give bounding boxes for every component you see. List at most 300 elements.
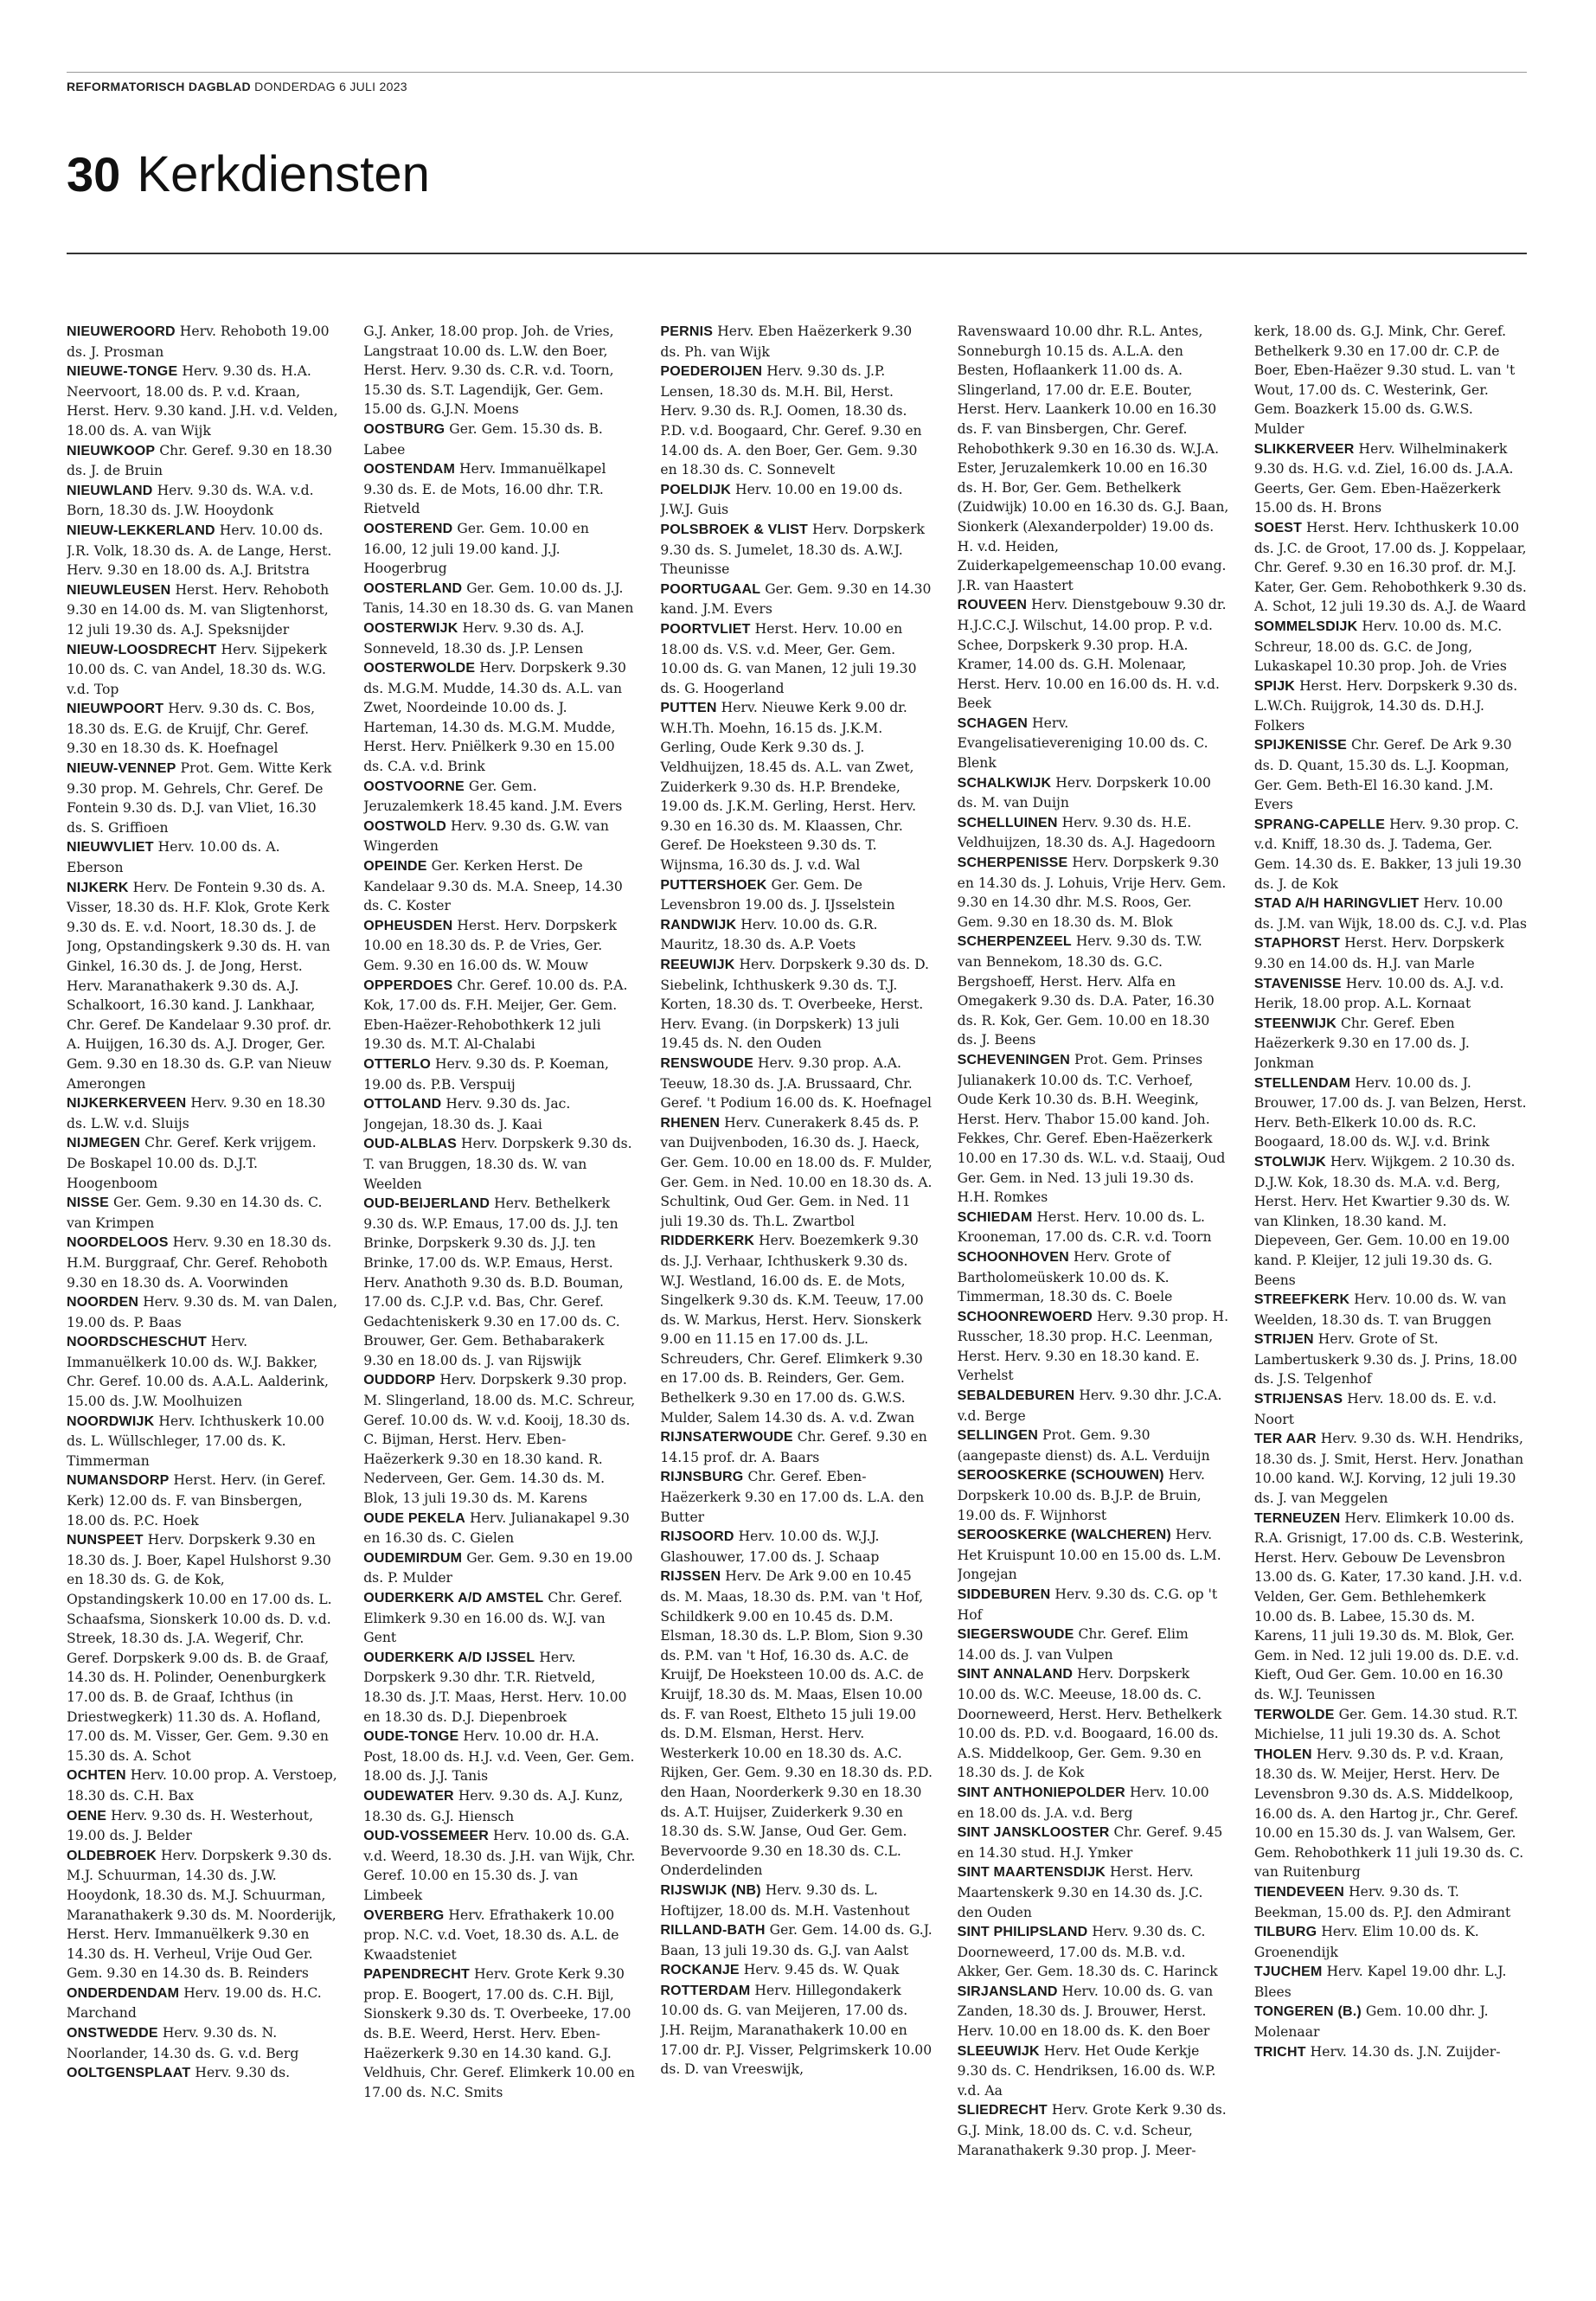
service-details: Chr. Geref. 10.00 ds. P.A. Kok, 17.00 ds. F.H. Meijer, Ger. Gem. Eben-Haëzer-Rehobothkerk 12 juli 19.30 ds. M.T. Al-Chalabi [363, 977, 628, 1053]
service-details: Herv. Dorpskerk 10.00 ds. W.C. Meeuse, 18.00 ds. C. Doorneweerd, Herst. Herv. Bethelkerk 10.00 ds. P.D. v.d. Boogaard, 16.00 ds. A.S. Middelkoop, Ger. Gem. 9.30 en 18.30 ds. J. de Kok [957, 1666, 1222, 1781]
service-details: Ger. Gem. 9.30 en 19.00 ds. P. Mulder [363, 1549, 633, 1586]
service-details: Herv. Immanuëlkapel 9.30 ds. E. de Mots, 16.00 dhr. T.R. Rietveld [363, 461, 606, 517]
service-details: Herv. 14.30 ds. J.N. Zuijder- [1310, 2043, 1501, 2060]
service-details: Herv. 9.30 ds. Jac. Jongejan, 18.30 ds. J. Kaai [363, 1096, 571, 1132]
service-details: Ger. Gem. 9.30 en 14.30 ds. C. van Krimpen [67, 1195, 323, 1231]
service-details: Herv. 9.30 ds. C. Doorneweerd, 17.00 ds. M.B. v.d. Akker, Ger. Gem. 18.30 ds. C. Harinck [957, 1924, 1218, 1980]
place-name: SCHERPENZEEL [957, 934, 1072, 950]
place-name: TIENDEVEEN [1253, 1884, 1345, 1900]
service-details: Herv. 9.30 ds. A.J. Sonneveld, 18.30 ds. J.P. Lensen [363, 619, 585, 657]
service-details: Ger. Gem. 15.30 ds. B. Labee [363, 420, 603, 458]
place-name: SCHAGEN [957, 715, 1029, 731]
service-details: Herst. Herv. Rehoboth 9.30 en 14.00 ds. M. van Sligtenhorst, 12 juli 19.30 ds. A.J. Speksnijder [67, 581, 330, 638]
column-3 [660, 322, 933, 2251]
church-service-entry [1254, 815, 1527, 894]
church-service-entry [958, 1426, 1230, 1465]
place-name: OOSTERWIJK [363, 620, 458, 636]
place-name: SEBALDEBUREN [957, 1388, 1075, 1404]
church-service-entry [958, 1585, 1230, 1625]
service-details: Herv. 9.30 prop. C. v.d. Kniff, 18.30 ds. J. Tadema, Ger. Gem. 14.30 ds. E. Bakker, 13 juli 19.30 ds. J. de Kok [1253, 816, 1522, 892]
church-service-entry [67, 1984, 339, 2023]
service-details: Chr. Geref. Elimkerk 9.30 en 16.00 ds. W.J. van Gent [363, 1590, 623, 1646]
place-name: POORTVLIET [660, 621, 751, 637]
place-name: TJUCHEM [1253, 1965, 1323, 1980]
place-name: NIEUWVLIET [67, 840, 154, 856]
church-service-entry [363, 519, 636, 579]
place-name: STELLENDAM [1253, 1075, 1351, 1091]
place-name: OPEINDE [363, 859, 427, 875]
place-name: OCHTEN [67, 1768, 126, 1784]
service-details: Herv. Dorpskerk 9.30 prop. M. Slingerland, 18.00 ds. M.C. Schreur, Geref. 10.00 ds. W. v.d. Kooij, 18.30 ds. C. Bijman, Herst. Herv. Eben-Haëzerkerk 9.30 en 18.30 kand. R. Nederveen, Ger. Gem. 14.30 ds. M. Blok, 13 juli 19.30 ds. M. Karens [363, 1372, 636, 1507]
place-name: STRIJEN [1253, 1332, 1314, 1348]
service-details: Herv. Dorpskerk 9.30 ds. M.G.M. Mudde, 14.30 ds. A.L. van Zwet, Noordeinde 10.00 ds. J. Harteman, 14.30 ds. M.G.M. Mudde, Herst. Herv. Pniëlkerk 9.30 en 15.00 ds. C.A. v.d. Brink [363, 660, 626, 775]
service-details: Herv. Dorpskerk 9.30 en 14.30 ds. J. Lohuis, Vrije Herv. Gem. 9.30 en 14.30 dhr. M.S. Roos, Ger. Gem. 9.30 en 18.30 ds. M. Blok [957, 855, 1227, 930]
service-details: Herv. 9.30 ds. H.E. Veldhuijzen, 18.30 ds. A.J. Hagedoorn [957, 814, 1215, 851]
service-details: Herv. Wijkgem. 2 10.30 ds. D.J.W. Kok, 18.30 ds. M.A. v.d. Berg, Herst. Herv. Het Kwartier 9.30 ds. W. van Klinken, 18.30 kand. M. Diepeveen, Ger. Gem. 10.00 en 19.00 kand. P. Kleijer, 12 juli 19.30 ds. G. Beens [1253, 1153, 1516, 1288]
church-service-entry [958, 2041, 1230, 2101]
service-details: Herv. De Fontein 9.30 ds. A. Visser, 18.30 ds. H.F. Klok, Grote Kerk 9.30 ds. E. v.d. Noort, 18.30 ds. J. de Jong, Opstandingskerk 9.30 ds. H. van Ginkel, 16.30 ds. J. de Jong, Herst. Herv. Maranathakerk 9.30 ds. A.J. Schalkoort, 16.30 kand. J. Lankhaar, Chr. Geref. De Kandelaar 9.30 prof. dr. A. Huijgen, 16.30 ds. A.J. Droger, Ger. Gem. 9.30 en 18.30 ds. G.P. van Nieuw Amerongen [67, 879, 332, 1092]
place-name: SIRJANSLAND [957, 1984, 1058, 1999]
church-service-entry [67, 2063, 339, 2084]
church-service-entry [660, 619, 933, 698]
service-details: Chr. Geref. 9.30 en 14.15 prof. dr. A. Baars [660, 1429, 927, 1465]
service-details: Herv. Sijpekerk 10.00 ds. C. van Andel, 18.30 ds. W.G. v.d. Top [67, 641, 327, 697]
place-name: SINT ANNALAND [957, 1667, 1074, 1682]
place-name: SCHERPENISSE [957, 856, 1068, 871]
place-name: OUDEMIRDUM [363, 1550, 463, 1566]
service-details: Chr. Geref. Kerk vrijgem. De Boskapel 10.00 ds. D.J.T. Hoogenboom [67, 1135, 317, 1191]
service-details: Herv. 10.00 ds. G. van Zanden, 18.30 ds. J. Brouwer, Herst. Herv. 10.00 en 18.00 ds. K. den Boer [957, 1983, 1214, 2040]
service-details: Herv. Dorpskerk 9.30 ds. S. Jumelet, 18.30 ds. A.W.J. Theunisse [660, 521, 926, 578]
service-details: Herv. 19.00 ds. H.C. Marchand [67, 1984, 322, 2022]
church-service-entry [958, 773, 1230, 813]
service-details: Prot. Gem. Witte Kerk 9.30 prop. M. Gehrels, Chr. Geref. De Fontein 9.30 ds. D.J. van Vliet, 16.30 ds. S. Griffioen [67, 760, 332, 836]
place-name: TERWOLDE [1253, 1707, 1335, 1722]
service-details: Herv. Grote Kerk 9.30 prop. E. Boogert, 17.00 ds. C.H. Bijl, Sionskerk 9.30 ds. T. Overbeeke, 17.00 ds. B.E. Weerd, Herst. Herv. Eben-Haëzerkerk 9.30 en 14.30 kand. G.J. Veldhuis, Chr. Geref. Elimkerk 10.00 en 17.00 ds. N.C. Smits [363, 1966, 635, 2100]
church-service-entry [660, 875, 933, 915]
place-name: NIEUW-LEKKERLAND [67, 522, 215, 538]
place-name: SINT PHILIPSLAND [957, 1925, 1088, 1940]
church-service-entry [660, 955, 933, 1054]
church-service-entry [363, 916, 636, 976]
place-name: SINT ANTHONIEPOLDER [957, 1785, 1125, 1800]
place-name: SINT JANSKLOOSTER [957, 1825, 1110, 1841]
church-service-entry [67, 1133, 339, 1193]
place-name: OOSTWOLD [363, 818, 447, 834]
masthead [67, 80, 407, 93]
church-service-entry [1254, 1014, 1527, 1074]
service-details: Herv. Dorpskerk 9.30 en 18.30 ds. J. Boer, Kapel Hulshorst 9.30 en 18.30 ds. G. de Kok, Opstandingskerk 10.00 en 17.00 ds. L. Schaafsma, Sionskerk 10.00 ds. D. v.d. Streek, 18.30 ds. J.A. Wegerif, Chr. Geref. Dorpskerk 9.00 ds. B. de Graaf, 14.30 ds. H. Polinder, Oenenburgkerk 17.00 ds. B. de Graaf, Ichthus (in Driestwegkerk) 11.30 ds. A. Hofland, 17.00 ds. M. Visser, Ger. Gem. 9.30 en 15.30 ds. A. Schot [67, 1532, 332, 1764]
service-details: Herv. 9.30 ds. C. Bos, 18.30 ds. E.G. de Kruijf, Chr. Geref. 9.30 en 18.30 ds. K. Hoefnagel [67, 701, 316, 757]
church-service-entry [660, 1231, 933, 1427]
church-service-entry [660, 322, 933, 362]
column-1 [67, 322, 339, 2251]
place-name: NIJKERK [67, 880, 129, 895]
church-service-entry [958, 1307, 1230, 1386]
place-name: TERNEUZEN [1253, 1510, 1341, 1526]
issue-date: DONDERDAG 6 JULI 2023 [254, 80, 407, 93]
church-service-entry [958, 1208, 1230, 1247]
place-name: OUDE-TONGE [363, 1729, 459, 1745]
service-details: Chr. Geref. De Ark 9.30 ds. D. Quant, 15.30 ds. L.J. Koopman, Ger. Gem. Beth-El 16.30 kand. J.M. Evers [1253, 737, 1512, 813]
place-name: STRIJENSAS [1253, 1392, 1343, 1407]
service-details: Herv. 9.30 prop. H. Russcher, 18.30 prop. H.C. Leenman, Herst. Herv. 9.30 en 18.30 kand. E. Verhelst [957, 1308, 1229, 1384]
church-service-entry [67, 1233, 339, 1292]
service-details: Herv. 10.00 ds. J.R. Volk, 18.30 ds. A. de Lange, Herst. Herv. 9.30 en 18.00 ds. A.J. Britstra [67, 522, 332, 579]
church-service-entry [363, 1826, 636, 1905]
place-name: RIJNSATERWOUDE [660, 1430, 793, 1445]
place-name: OUD-ALBLAS [363, 1137, 457, 1152]
place-name: SLIEDRECHT [957, 2103, 1048, 2118]
place-name: SIDDEBUREN [957, 1587, 1051, 1602]
place-name: ROUVEEN [957, 598, 1028, 613]
service-details: Herv. Elim 10.00 ds. K. Groenendijk [1253, 1924, 1479, 1960]
church-service-entry [1254, 2042, 1527, 2063]
service-details: Ger. Gem. 9.30 en 14.30 kand. J.M. Evers [660, 580, 932, 618]
service-details: Herv. 10.00 ds. A. Eberson [67, 839, 280, 876]
place-name: SELLINGEN [957, 1428, 1038, 1444]
church-service-entry [67, 1193, 339, 1233]
publication-name: REFORMATORISCH DAGBLAD [67, 80, 251, 93]
church-service-entry [1254, 1074, 1527, 1152]
service-details: Herv. Nieuwe Kerk 9.00 dr. W.H.Th. Moehn, 16.15 ds. J.K.M. Gerling, Oude Kerk 9.30 ds. J. Veldhuijzen, 18.45 ds. A.L. van Zwet, Zuiderkerk 9.30 ds. H.P. Brendeke, 19.00 ds. J.K.M. Gerling, Herst. Herv. 9.30 en 16.30 ds. M. Klaassen, Chr. Geref. De Hoeksteen 9.30 ds. T. Wijnsma, 16.30 ds. J. v.d. Wal [660, 700, 917, 874]
service-details: Herv. 9.30 ds. A.J. Kunz, 18.30 ds. G.J. Hiensch [363, 1787, 624, 1824]
service-details: Herst. Herv. Maartenskerk 9.30 en 14.30 ds. J.C. den Ouden [957, 1864, 1203, 1920]
service-details: Ger. Gem. Jeruzalemkerk 18.45 kand. J.M. Evers [363, 778, 623, 815]
page-number: 30 [67, 147, 121, 202]
place-name: SPIJK [1253, 678, 1296, 694]
place-name: POLSBROEK & VLIST [660, 522, 808, 537]
service-details: Herv. Kapel 19.00 dhr. L.J. Blees [1253, 1964, 1507, 2000]
service-details: Herv. 9.30 ds. C.G. op 't Hof [957, 1586, 1218, 1623]
service-details: Herv. Rehoboth 19.00 ds. J. Prosman [67, 324, 330, 360]
place-name: TER AAR [1253, 1432, 1317, 1447]
church-service-entry [363, 1906, 636, 1965]
church-service-entry [363, 1786, 636, 1826]
service-details: Herst. Herv. Ichthuskerk 10.00 ds. J.C. de Groot, 17.00 ds. J. Koppelaar, Chr. Geref. 9.30 en 16.30 prof. dr. M.J. Kater, Ger. Gem. Rehobothkerk 9.30 ds. A. Schot, 12 juli 19.30 ds. A.J. de Waard [1253, 519, 1527, 615]
service-details: Herv. 18.00 ds. E. v.d. Noort [1253, 1391, 1497, 1427]
service-details: Herv. Bethelkerk 9.30 ds. W.P. Emaus, 17.00 ds. J.J. ten Brinke, Dorpskerk 9.30 ds. J.J. ten Brinke, 17.00 ds. W.P. Emaus, Herst. Herv. Anathoth 9.30 ds. B.D. Bouman, 17.00 ds. C.J.P. v.d. Bas, Chr. Geref. Gedachteniskerk 9.30 en 17.00 ds. C. Brouwer, Ger. Gem. Bethabarakerk 9.30 en 18.00 ds. J. van Rijswijk [363, 1195, 624, 1368]
place-name: SLEEUWIJK [957, 2043, 1040, 2059]
place-name: NIEUWKOOP [67, 443, 156, 458]
service-details: G.J. Anker, 18.00 prop. Joh. de Vries, Langstraat 10.00 ds. L.W. den Boer, Herst. Herv. 9.30 ds. C.R. v.d. Toorn, 15.30 ds. S.T. Lagendijk, Ger. Gem. 15.00 ds. G.J.N. Moens [363, 324, 614, 418]
church-service-entry [67, 481, 339, 521]
place-name: OUD-VOSSEMEER [363, 1829, 490, 1844]
place-name: NOORDWIJK [67, 1413, 155, 1429]
service-details: Herv. 9.30 ds. L. Hoftijzer, 18.00 ds. M.H. Vastenhout [660, 1881, 910, 1919]
service-details: Ger. Gem. 10.00 en 16.00, 12 juli 19.00 kand. J.J. Hoogerbrug [363, 520, 589, 577]
place-name: SLIKKERVEER [1253, 441, 1355, 457]
place-name: OUDE PEKELA [363, 1510, 465, 1526]
service-details: Herv. 9.30 ds. [195, 2065, 291, 2081]
place-name: RIJSSEN [660, 1569, 721, 1585]
church-service-entry [363, 1509, 636, 1548]
top-rule [67, 72, 1527, 73]
place-name: POEDEROIJEN [660, 364, 763, 380]
place-name: OOSTERWOLDE [363, 661, 476, 676]
column-4 [958, 322, 1230, 2251]
service-details: Herv. Grote of St. Lambertuskerk 9.30 ds. J. Prins, 18.00 ds. J.S. Telgenhof [1253, 1331, 1517, 1388]
service-details: Herv. 9.30 en 18.30 ds. H.M. Burggraaf, Chr. Geref. Rehoboth 9.30 en 18.30 ds. A. Voorwinden [67, 1234, 332, 1291]
service-details: Herv. Grote of Bartholomeüskerk 10.00 ds. K. Timmerman, 18.30 ds. C. Boele [957, 1248, 1173, 1305]
church-service-entry [67, 1471, 339, 1530]
service-details: Herv. Hillegondakerk 10.00 ds. G. van Meijeren, 17.00 ds. J.H. Reijm, Maranathakerk 10.00 en 17.00 dr. P.J. Visser, Pelgrimskerk 10.00 ds. D. van Vreeswijk, [660, 1982, 933, 2078]
church-service-entry [958, 932, 1230, 1050]
church-service-entry [1254, 1882, 1527, 1922]
service-details: Herv. 9.30 ds. W.A. v.d. Born, 18.30 ds. J.W. Hooydonk [67, 482, 314, 519]
place-name: POORTUGAAL [660, 581, 761, 597]
place-name: SCHIEDAM [957, 1209, 1033, 1225]
service-details: Herv. 9.30 ds. T. Beekman, 15.00 ds. P.J. den Admirant [1253, 1883, 1511, 1920]
church-service-entry [958, 1982, 1230, 2041]
church-service-entry [660, 915, 933, 955]
church-service-entry [363, 817, 636, 856]
place-name: PERNIS [660, 324, 714, 339]
service-details: Herv. Julianakapel 9.30 en 16.30 ds. C. Gielen [363, 1509, 630, 1547]
church-service-entry [67, 1292, 339, 1332]
church-service-entry [67, 1332, 339, 1411]
church-service-entry [1254, 1509, 1527, 1705]
service-details: Prot. Gem. 9.30 (aangepaste dienst) ds. A.L. Verduijn [957, 1427, 1210, 1464]
place-name: REEUWIJK [660, 958, 735, 972]
service-details: Herv. 9.30 ds. N. Noorlander, 14.30 ds. G. v.d. Berg [67, 2025, 299, 2061]
place-name: SCHOONREWOERD [957, 1309, 1093, 1324]
place-name: NIJKERKERVEEN [67, 1096, 187, 1112]
church-service-entry [958, 813, 1230, 853]
place-name: NISSE [67, 1195, 110, 1211]
place-name: OOSTERLAND [363, 580, 463, 596]
place-name: SCHEVENINGEN [957, 1052, 1071, 1067]
header-rule [67, 253, 1527, 254]
place-name: TILBURG [1253, 1925, 1317, 1940]
service-details: Herv. Dorpskerk 10.00 ds. M. van Duijn [957, 774, 1211, 811]
church-service-entry [363, 420, 636, 459]
place-name: SEROOSKERKE (WALCHEREN) [957, 1528, 1171, 1543]
place-name: NIEUW-VENNEP [67, 761, 176, 777]
place-name: OUDEWATER [363, 1788, 454, 1804]
place-name: RIJSOORD [660, 1529, 734, 1545]
place-name: SPRANG-CAPELLE [1253, 817, 1386, 832]
place-name: SEROOSKERKE (SCHOUWEN) [957, 1468, 1164, 1484]
church-service-entry [67, 441, 339, 481]
church-service-entry [363, 1134, 636, 1194]
church-service-entry [660, 1054, 933, 1113]
place-name: OOSTBURG [363, 421, 445, 437]
church-service-entry [1254, 322, 1527, 439]
church-service-entry [363, 1194, 636, 1370]
church-service-entry [660, 1567, 933, 1881]
service-details: Herst. Herv. 10.00 ds. L. Krooneman, 17.00 ds. C.R. v.d. Toorn [957, 1208, 1212, 1246]
church-service-entry [958, 322, 1230, 595]
church-service-entry [660, 480, 933, 520]
place-name: PUTTEN [660, 701, 717, 716]
church-service-entry [958, 1386, 1230, 1426]
church-service-entry [67, 1093, 339, 1133]
church-service-entry [958, 714, 1230, 773]
church-service-entry [958, 2100, 1230, 2160]
place-name: SINT MAARTENSDIJK [957, 1865, 1106, 1881]
place-name: STAD A/H HARINGVLIET [1253, 896, 1420, 912]
service-details: Herv. 10.00 ds. J.M. van Wijk, 18.00 ds. C.J. v.d. Plas [1253, 895, 1528, 932]
church-service-entry [660, 1981, 933, 2080]
church-service-entry [660, 1527, 933, 1567]
place-name: OOSTEREND [363, 521, 453, 536]
service-details: Herv. Grote Kerk 9.30 ds. G.J. Mink, 18.00 ds. C. v.d. Scheur, Maranathakerk 9.30 prop. J. Meer- [957, 2102, 1227, 2158]
church-service-entry [363, 1648, 636, 1727]
church-service-entry [1254, 518, 1527, 617]
service-details: Herst. Herv. 10.00 en 18.00 ds. V.S. v.d. Meer, Ger. Gem. 10.00 ds. G. van Manen, 12 juli 19.30 ds. G. Hoogerland [660, 620, 917, 696]
service-details: Herv. De Ark 9.00 en 10.45 ds. M. Maas, 18.30 ds. P.M. van 't Hof, Schildkerk 9.00 en 10.45 ds. D.M. Elsman, 18.30 ds. L.P. Blom, Sion 9.30 ds. P.M. van 't Hof, 16.30 ds. A.C. de Kruijf, De Hoeksteen 10.00 ds. A.C. de Kruijf, 18.30 ds. M. Maas, Elsen 10.00 ds. F. van Roest, Eltheto 15 juli 19.00 ds. D.M. Elsman, Herst. Herv. Westerkerk 10.00 en 18.30 ds. A.C. Rijken, Ger. Gem. 9.30 en 18.30 ds. P.D. den Haan, Noorderkerk 9.30 en 18.30 ds. A.T. Huijser, Zuiderkerk 9.30 en 18.30 ds. S.W. Janse, Oud Ger. Gem. Bevervoorde 9.30 en 18.30 ds. C.L. Onderdelinden [660, 1568, 933, 1879]
service-details: Herv. 9.30 ds. P. Koeman, 19.00 ds. P.B. Verspuij [363, 1055, 609, 1093]
church-service-entry [363, 1054, 636, 1094]
church-service-entry [958, 1465, 1230, 1525]
service-details: Herv. Immanuëlkerk 10.00 ds. W.J. Bakker, Chr. Geref. 10.00 ds. A.A.L. Aalderink, 15.00 ds. J.W. Moolhuizen [67, 1334, 329, 1410]
place-name: STAPHORST [1253, 936, 1341, 952]
church-service-entry [1254, 439, 1527, 518]
church-service-entry [363, 658, 636, 777]
church-service-entry [67, 1530, 339, 1766]
church-service-entry [363, 1370, 636, 1508]
service-details: Herv. Dorpskerk 9.30 ds. M.J. Schuurman, 14.30 ds. J.W. Hooydonk, 18.30 ds. M.J. Schuurman, Maranathakerk 9.30 ds. M. Noorderijk, Herst. Herv. Immanuëlkerk 9.30 en 14.30 ds. H. Verheul, Vrije Oud Ger. Gem. 9.30 en 14.30 ds. B. Reinders [67, 1847, 337, 1982]
service-details: Ger. Gem. 14.30 stud. R.T. Michielse, 11 juli 19.30 ds. A. Schot [1253, 1706, 1518, 1743]
place-name: SOEST [1253, 520, 1303, 535]
place-name: SCHOONHOVEN [957, 1249, 1069, 1265]
place-name: OLDEBROEK [67, 1848, 157, 1863]
service-details: Ravenswaard 10.00 dhr. R.L. Antes, Sonneburgh 10.15 ds. A.L.A. den Besten, Hoflaankerk 11.00 ds. A. Slingerland, 17.00 dr. E.E. Bouter, Herst. Herv. Laankerk 10.00 en 16.30 ds. F. van Binsbergen, Chr. Geref. Rehobothkerk 9.30 en 16.30 ds. W.J.A. Ester, Jeruzalemkerk 10.00 en 16.30 ds. H. Bor, Ger. Gem. Bethelkerk (Zuidwijk) 10.00 en 16.30 ds. G.J. Baan, Sionkerk (Alexanderpolder) 19.00 ds. H. v.d. Heiden, Zuiderkapelgemeenschap 10.00 evang. J.R. van Haastert [957, 324, 1229, 593]
service-details: Herv. Het Kruispunt 10.00 en 15.00 ds. L.M. Jongejan [957, 1527, 1221, 1583]
place-name: NIEUWPOORT [67, 702, 164, 717]
church-service-entry [363, 619, 636, 658]
service-details: Herv. 10.00 ds. G.A. v.d. Weerd, 18.30 ds. J.H. van Wijk, Chr. Geref. 10.00 en 15.30 ds. J. van Limbeek [363, 1828, 636, 1903]
church-service-entry [660, 1960, 933, 1981]
place-name: NOORDSCHESCHUT [67, 1335, 207, 1350]
church-service-entry [67, 1846, 339, 1984]
church-service-entry [363, 459, 636, 519]
place-name: OTTOLAND [363, 1097, 442, 1112]
church-service-entry [363, 1727, 636, 1786]
church-service-entry [958, 1525, 1230, 1585]
service-details: Herv. Dorpskerk 9.30 ds. T. van Bruggen, 18.30 ds. W. van Weelden [363, 1136, 632, 1192]
service-details: Herv. Het Oude Kerkje 9.30 ds. C. Hendriksen, 16.00 ds. W.P. v.d. Aa [957, 2042, 1216, 2099]
service-details: Ger. Gem. 10.00 ds. J.J. Tanis, 14.30 en 18.30 ds. G. van Manen [363, 580, 634, 617]
church-service-entry [363, 1588, 636, 1648]
church-service-entry [67, 322, 339, 362]
service-details: Herv. 10.00 prop. A. Verstoep, 18.30 ds. C.H. Bax [67, 1767, 337, 1804]
service-details: Herst. Herv. (in Geref. Kerk) 12.00 ds. F. van Binsbergen, 18.00 ds. P.C. Hoek [67, 1472, 326, 1529]
church-service-entry [67, 759, 339, 837]
church-service-entry [1254, 1389, 1527, 1429]
church-service-entry [1254, 1429, 1527, 1508]
church-service-entry [660, 362, 933, 480]
place-name: OUD-BEIJERLAND [363, 1196, 490, 1212]
church-service-entry [67, 362, 339, 440]
church-service-entry [363, 322, 636, 420]
service-details: Herv. 9.30 ds. P. v.d. Kraan, 18.30 ds. W. Meijer, Herst. Herv. De Levensbron 9.30 ds. A.S. Middelkoop, 16.00 ds. A. den Hartog jr., Chr. Geref. 10.00 en 15.30 ds. J. van Walsem, Ger. Gem. Rehobothkerk 11 juli 19.30 ds. C. van Ruitenburg [1253, 1746, 1524, 1881]
place-name: NIEUWEROORD [67, 324, 176, 339]
place-name: ROTTERDAM [660, 1983, 751, 1998]
church-service-entry [958, 1823, 1230, 1862]
place-name: OPHEUSDEN [363, 918, 453, 933]
church-service-entry [660, 698, 933, 875]
service-details: Herv. 9.30 ds. H. Westerhout, 19.00 ds. J. Belder [67, 1807, 314, 1844]
service-details: Herv. Wilhelminakerk 9.30 ds. H.G. v.d. Ziel, 16.00 ds. J.A.A. Geerts, Ger. Gem. Eben-Haëzerkerk 15.00 ds. H. Brons [1253, 440, 1514, 516]
place-name: RILLAND-BATH [660, 1923, 766, 1939]
service-details: Chr. Geref. 9.45 en 14.30 stud. H.J. Ymker [957, 1824, 1223, 1861]
place-name: NIEUWLAND [67, 483, 153, 498]
place-name: OTTERLO [363, 1056, 432, 1072]
church-service-entry [1254, 2002, 1527, 2041]
service-details: Herv. 9.30 prop. A.A. Teeuw, 18.30 ds. J.A. Brussaard, Chr. Geref. 't Podium 16.00 ds. K. Hoefnagel [660, 1054, 933, 1112]
service-details: Chr. Geref. 9.30 en 18.30 ds. J. de Bruin [67, 442, 332, 479]
place-name: PUTTERSHOEK [660, 877, 767, 893]
church-service-entry [1254, 1290, 1527, 1330]
church-service-entry [1254, 1330, 1527, 1389]
service-details: Herv. Eben Haëzerkerk 9.30 ds. Ph. van Wijk [660, 324, 913, 360]
service-details: Herv. 9.30 dhr. J.C.A. v.d. Berge [957, 1388, 1222, 1424]
place-name: NIEUWE-TONGE [67, 364, 178, 380]
service-details: Ger. Gem. De Levensbron 19.00 ds. J. IJsselstein [660, 876, 895, 913]
service-details: Herv. Dorpskerk 10.00 ds. B.J.P. de Bruin, 19.00 ds. F. Wijnhorst [957, 1467, 1205, 1523]
service-details: Herv. Ichthuskerk 10.00 ds. L. Wüllschleger, 17.00 ds. K. Timmerman [67, 1413, 324, 1469]
service-details: Herv. Dienstgebouw 9.30 dr. H.J.C.C.J. Wilschut, 14.00 prop. P. v.d. Schee, Dorpskerk 9.30 prop. H.A. Kramer, 14.00 ds. G.H. Molenaar, Herst. Herv. 10.00 en 16.00 ds. H. v.d. Beek [957, 597, 1227, 712]
church-service-entry [1254, 974, 1527, 1014]
service-details: Herv. 9.30 ds. H.A. Neervoort, 18.00 ds. P. v.d. Kraan, Herst. Herv. 9.30 kand. J.H. v.d. Velden, 18.00 ds. A. van Wijk [67, 363, 338, 439]
church-service-entry [958, 1922, 1230, 1982]
place-name: SOMMELSDIJK [1253, 619, 1358, 634]
section-title: Kerkdiensten [137, 146, 430, 202]
service-details: Herv. 10.00 en 19.00 ds. J.W.J. Guis [660, 481, 903, 518]
church-service-entry [1254, 1745, 1527, 1882]
listing-columns [67, 322, 1527, 2251]
column-2 [363, 322, 636, 2251]
place-name: OUDDORP [363, 1373, 436, 1388]
church-service-entry [363, 1094, 636, 1134]
church-service-entry [363, 579, 636, 619]
church-service-entry [363, 856, 636, 916]
church-service-entry [363, 1965, 636, 2102]
place-name: STREEFKERK [1253, 1292, 1350, 1308]
church-service-entry [1254, 1922, 1527, 1962]
place-name: SCHELLUINEN [957, 815, 1058, 830]
church-service-entry [958, 1050, 1230, 1208]
service-details: Chr. Geref. Eben-Haëzerkerk 9.30 en 17.00 ds. L.A. den Butter [660, 1469, 925, 1525]
service-details: Herv. Boezemkerk 9.30 ds. J.J. Verhaar, Ichthuskerk 9.30 ds. W.J. Westland, 16.00 ds. E. de Mots, Singelkerk 9.30 ds. K.M. Teeuw, 17.00 ds. W. Markus, Herst. Herv. Sionskerk 9.00 en 11.15 en 17.00 ds. J.L. Schreuders, Chr. Geref. Elimkerk 9.30 en 17.00 ds. B. Reinders, Ger. Gem. Bethelkerk 9.30 en 17.00 ds. G.W.S. Mulder, Salem 14.30 ds. A. v.d. Zwan [660, 1233, 924, 1426]
church-service-entry [67, 640, 339, 700]
service-details: Herv. Dorpskerk 9.30 ds. D. Siebelink, Ichthuskerk 9.30 ds. T.J. Korten, 18.30 ds. T. Overbeeke, Herst. Herv. Evang. (in Dorpskerk) 13 juli 19.45 ds. N. den Ouden [660, 957, 929, 1052]
place-name: THOLEN [1253, 1747, 1312, 1762]
service-details: Herst. Herv. Dorpskerk 10.00 en 18.30 ds. P. de Vries, Ger. Gem. 9.30 en 16.00 ds. W. Mouw [363, 917, 617, 973]
church-service-entry [958, 1664, 1230, 1783]
place-name: NIEUW-LOOSDRECHT [67, 642, 217, 657]
service-details: Herv. 10.00 en 18.00 ds. J.A. v.d. Berg [957, 1784, 1209, 1821]
service-details: Herv. 9.30 ds. G.W. van Wingerden [363, 817, 609, 855]
place-name: RIJNSBURG [660, 1470, 744, 1485]
service-details: kerk, 18.00 ds. G.J. Mink, Chr. Geref. Bethelkerk 9.30 en 17.00 dr. C.P. de Boer, Eben-Haëzer 9.30 stud. L. van 't Wout, 17.00 ds. C. Westerink, Ger. Gem. Boazkerk 15.00 ds. G.W.S. Mulder [1253, 324, 1516, 437]
church-service-entry [958, 595, 1230, 714]
church-service-entry [363, 777, 636, 817]
church-service-entry [958, 1247, 1230, 1307]
service-details: Herv. 10.00 dr. H.A. Post, 18.00 ds. H.J. v.d. Veen, Ger. Gem. 18.00 ds. J.J. Tanis [363, 1728, 635, 1785]
place-name: OOSTENDAM [363, 462, 456, 478]
church-service-entry [958, 1862, 1230, 1922]
place-name: STAVENISSE [1253, 976, 1342, 991]
service-details: Herv. 9.30 ds. M. van Dalen, 19.00 ds. P. Baas [67, 1294, 337, 1330]
church-service-entry [1254, 1152, 1527, 1290]
service-details: Herv. 10.00 ds. A.J. v.d. Herik, 18.00 prop. A.L. Kornaat [1253, 975, 1504, 1012]
service-details: Herv. 10.00 ds. G.R. Mauritz, 18.30 ds. A.P. Voets [660, 916, 878, 953]
place-name: OVERBERG [363, 1907, 445, 1923]
place-name: OUDERKERK A/D AMSTEL [363, 1591, 544, 1606]
